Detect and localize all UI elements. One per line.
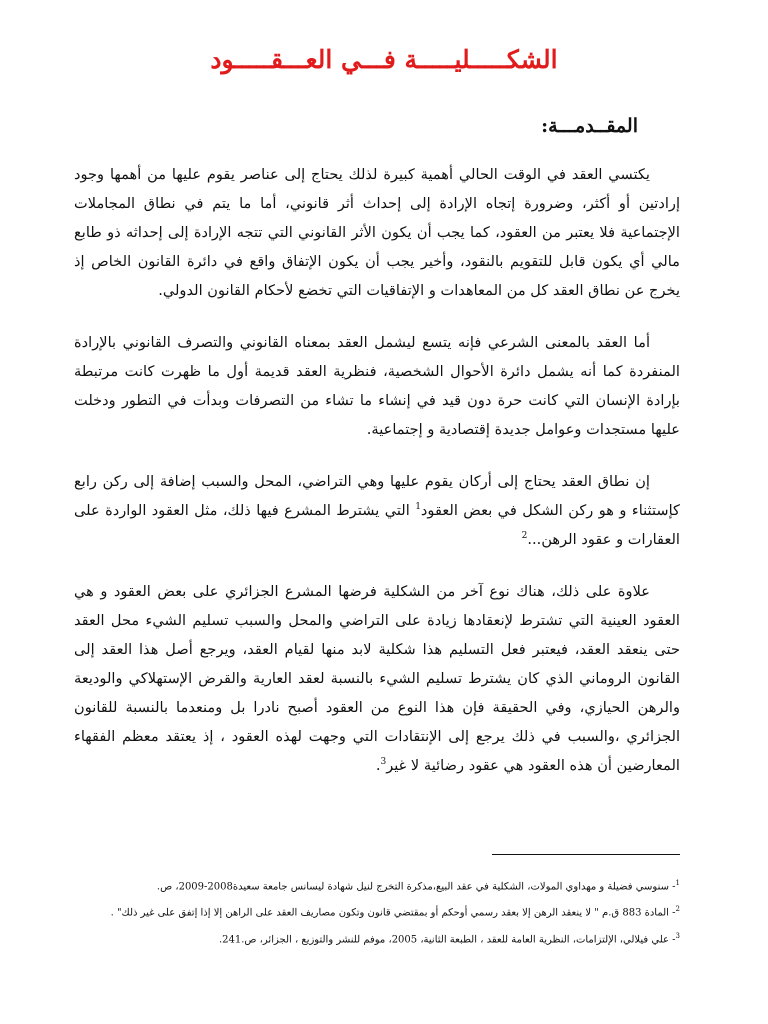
footnote-text: - علي فيلالي، الإلتزامات، النظرية العامة للعقد ، الطبعة الثانية، 2005، موفم للنشر والتوزيع ، الجزائر، ص.241.	[218, 933, 676, 945]
footnote-3	[74, 925, 680, 951]
footnote-text: - سنوسي فضيلة و مهداوي المولات، الشكلية في عقد البيع،مذكرة التخرج لنيل شهادة ليسانس جامعة سعيدة2008-2009، ص.	[156, 881, 676, 893]
paragraph-4-end: .	[375, 757, 381, 774]
paragraph-1	[74, 160, 680, 305]
paragraph-3-text-b: التي يشترط المشرع فيها ذلك، مثل العقود الواردة على العقارات و عقود الرهن...	[74, 502, 680, 548]
paragraph-4	[74, 577, 680, 780]
footnote-1	[74, 872, 680, 898]
footnote-ref-2[interactable]: 2	[521, 531, 528, 542]
footnote-number: 1	[675, 879, 680, 887]
footnote-separator	[492, 854, 680, 855]
footnote-text: - المادة 883 ق.م " لا ينعقد الرهن إلا بعقد رسمي أوحكم أو بمقتضي قانون وتكون مصاريف العقد على الراهن إلا إذا إتفق على غير ذلك" .	[110, 907, 676, 919]
footnote-number: 3	[675, 931, 680, 940]
footnote-ref-3[interactable]: 3	[380, 757, 387, 768]
paragraph-3	[74, 467, 680, 554]
paragraph-3-text-a: إن نطاق العقد يحتاج إلى أركان يقوم عليها وهي التراضي، المحل والسبب إضافة إلى ركن رابع كإستثناء و هو ركن الشكل في بعض العقود	[74, 473, 680, 519]
paragraph-2-text: أما العقد بالمعنى الشرعي فإنه يتسع ليشمل العقد بمعناه القانوني والتصرف القانوني بالإرادة المنفردة كما أنه يشمل دائرة الأحوال الشخصية، فنظرية العقد قديمة أول ما ظهرت كانت مرتبطة بإرادة الإنسان التي كانت حرة دون قيد في إنشاء ما تشاء من التصرفات وبدأت في التطور ودخلت عليها مستجدات وعوامل جديدة إقتصادية و إجتماعية.	[74, 334, 680, 438]
footnote-2	[74, 898, 680, 924]
paragraph-1-text: يكتسي العقد في الوقت الحالي أهمية كبيرة لذلك يحتاج إلى عناصر يقوم عليها من أهمها وجود إرادتين أو أكثر، وضرورة إتجاه الإرادة إلى إحداث أثر قانوني، أما ما يتم في نطاق المجاملات الإجتماعية فلا يعتبر من العقود، كما يجب أن يكون الأثر القانوني التي تتجه الإرادة إلى إحداثه ذو طابع مالي أي يكون قابل للتقويم بالنقود، وأخير يجب أن يكون الإتفاق واقع في دائرة القانون الخاص إذ يخرج عن نطاق العقد كل من المعاهدات و الإتفاقيات التي تخضع لأحكام القانون الدولي.	[74, 166, 680, 299]
paragraph-4-text: علاوة على ذلك، هناك نوع آخر من الشكلية فرضها المشرع الجزائري على بعض العقود و هي العقود العينية التي تشترط لإنعقادها زيادة على التراضي والمحل والسبب تسليم الشيء محل العقد حتى ينعقد العقد، فيعتبر فعل التسليم هذا شكلية لابد منها لقيام العقد، ويرجع أصل هذا العقد إلى القانون الروماني الذي كان يشترط تسليم الشيء بالنسبة لعقد العارية والقرض الإستهلاكي والوديعة والرهن الحيازي، وفي الحقيقة فإن هذا النوع من العقود أصبح نادرا بل ومنعدما بالنسبة للقانون الجزائري ،والسبب في ذلك يرجع إلى الإنتقادات التي وجهت لهذه العقود ، إذ يعتقد معظم الفقهاء المعارضين أن هذه العقود هي عقود رضائية لا غير	[74, 583, 680, 774]
footnotes	[74, 872, 680, 951]
footnote-number: 2	[675, 905, 680, 914]
footnote-ref-1[interactable]: 1	[415, 502, 421, 513]
section-heading-introduction: المقــدمـــة:	[541, 115, 638, 137]
paragraph-2	[74, 328, 680, 444]
body-text	[74, 160, 680, 803]
document-title: الشكـــــليـــــة فـــي العـــقـــــود	[210, 45, 558, 74]
